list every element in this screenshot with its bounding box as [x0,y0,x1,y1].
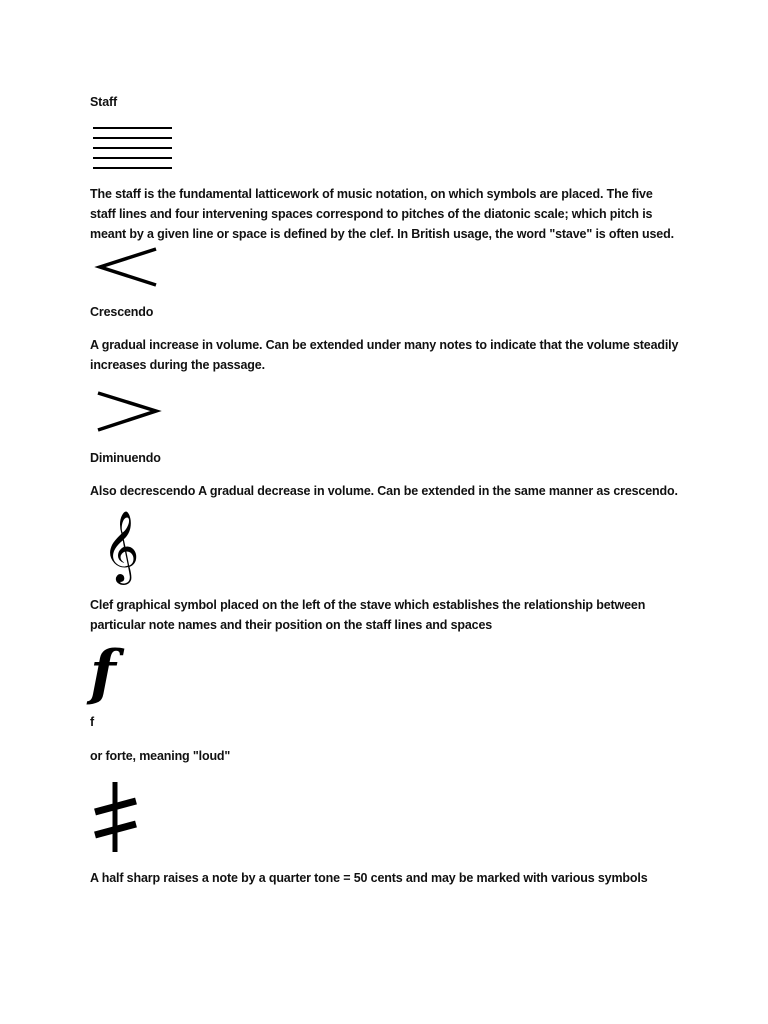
diminuendo-hairpin-icon [94,390,162,434]
diminuendo-description: Also decrescendo A gradual decrease in volume. Can be extended in the same manner as crescendo. [90,484,678,498]
staff-heading: Staff [90,95,118,109]
staff-description: The staff is the fundamental latticework of music notation, on which symbols are placed. The five staff lines and four intervening spaces correspond to pitches of the diatonic scale; which pitch is meant by a given line or space is defined by the clef. In British usage, the word "stave" is often used. [90,187,674,241]
forte-heading: f [90,715,95,729]
crescendo-heading: Crescendo [90,305,154,319]
staff-lines-icon [92,124,174,172]
crescendo-description: A gradual increase in volume. Can be extended under many notes to indicate that the volume steadily increases during the passage. [90,338,679,372]
forte-description: or forte, meaning "loud" [90,749,231,763]
half-sharp-description: A half sharp raises a note by a quarter tone = 50 cents and may be marked with various symbols [90,871,648,885]
half-sharp-icon [92,780,140,854]
diminuendo-heading: Diminuendo [90,451,161,465]
clef-description: Clef graphical symbol placed on the left of the stave which establishes the relationship between particular note names and their position on the staff lines and spaces [90,598,646,632]
crescendo-hairpin-icon [94,246,160,288]
forte-dynamic-icon: f [90,638,116,708]
treble-clef-icon: 𝄞 [102,509,140,582]
